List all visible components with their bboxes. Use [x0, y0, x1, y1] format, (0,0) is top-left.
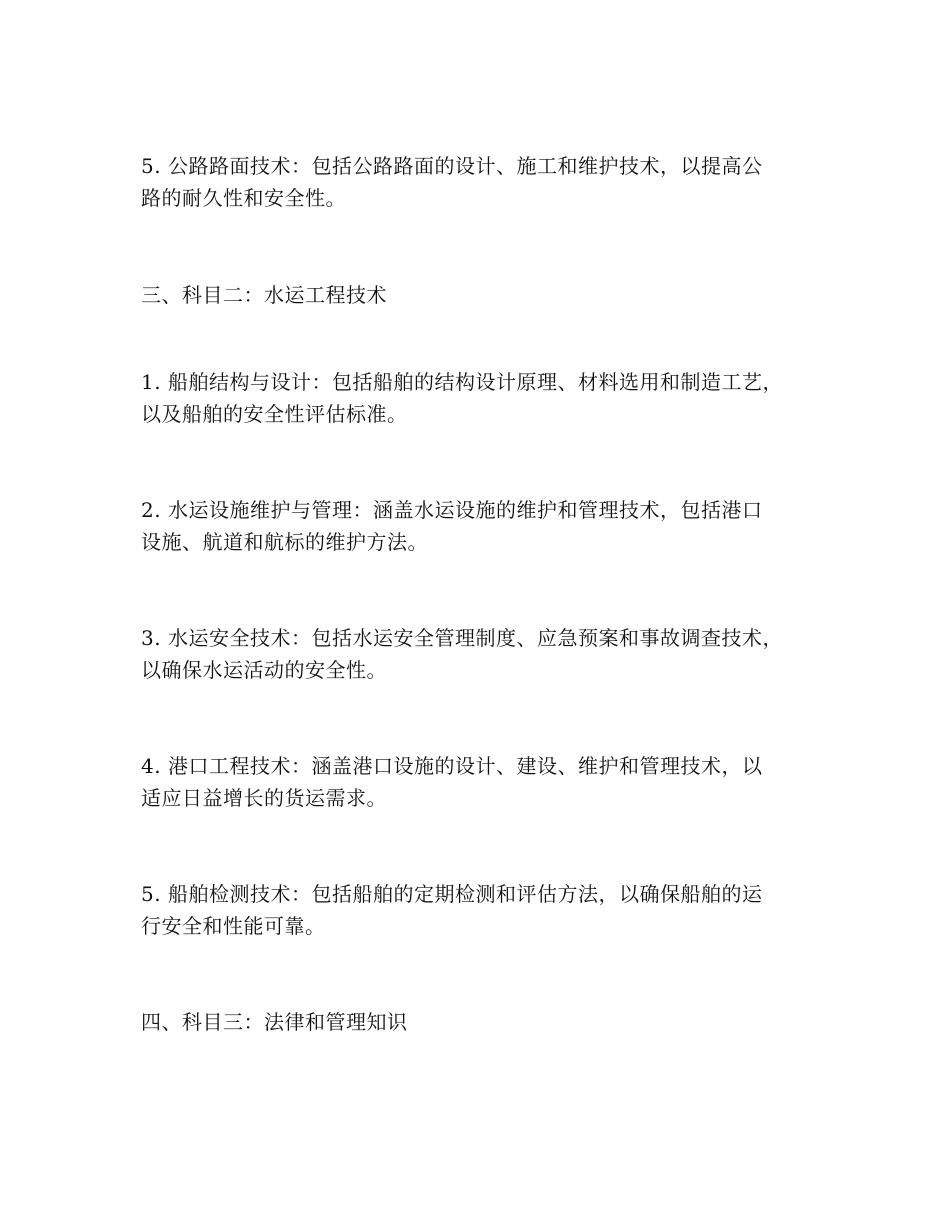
text-line: 2. 水运设施维护与管理：涵盖水运设施的维护和管理技术，包括港口	[141, 498, 763, 522]
paragraph-port-engineering	[141, 750, 831, 814]
text-line: 以确保水运活动的安全性。	[141, 658, 387, 682]
text-line: 行安全和性能可靠。	[141, 914, 326, 938]
paragraph-ship-structure	[141, 366, 831, 430]
text-line: 4. 港口工程技术：涵盖港口设施的设计、建设、维护和管理技术，以	[141, 754, 763, 778]
text-line: 适应日益增长的货运需求。	[141, 786, 387, 810]
text-line: 设施、航道和航标的维护方法。	[141, 530, 428, 554]
paragraph-ship-inspection	[141, 878, 831, 942]
paragraph-highway-pavement	[141, 150, 831, 214]
text-line: 5. 公路路面技术：包括公路路面的设计、施工和维护技术，以提高公	[141, 154, 763, 178]
text-line: 1. 船舶结构与设计：包括船舶的结构设计原理、材料选用和制造工艺，	[141, 370, 783, 394]
heading-text: 三、科目二：水运工程技术	[141, 283, 387, 307]
text-line: 5. 船舶检测技术：包括船舶的定期检测和评估方法，以确保船舶的运	[141, 882, 763, 906]
section-heading-law-management	[141, 1006, 831, 1038]
heading-text: 四、科目三：法律和管理知识	[141, 1010, 408, 1034]
text-line: 3. 水运安全技术：包括水运安全管理制度、应急预案和事故调查技术，	[141, 626, 783, 650]
section-heading-water-transport	[141, 279, 831, 311]
text-line: 以及船舶的安全性评估标准。	[141, 402, 408, 426]
paragraph-facility-maintenance	[141, 494, 831, 558]
text-line: 路的耐久性和安全性。	[141, 186, 346, 210]
paragraph-water-safety	[141, 622, 831, 686]
